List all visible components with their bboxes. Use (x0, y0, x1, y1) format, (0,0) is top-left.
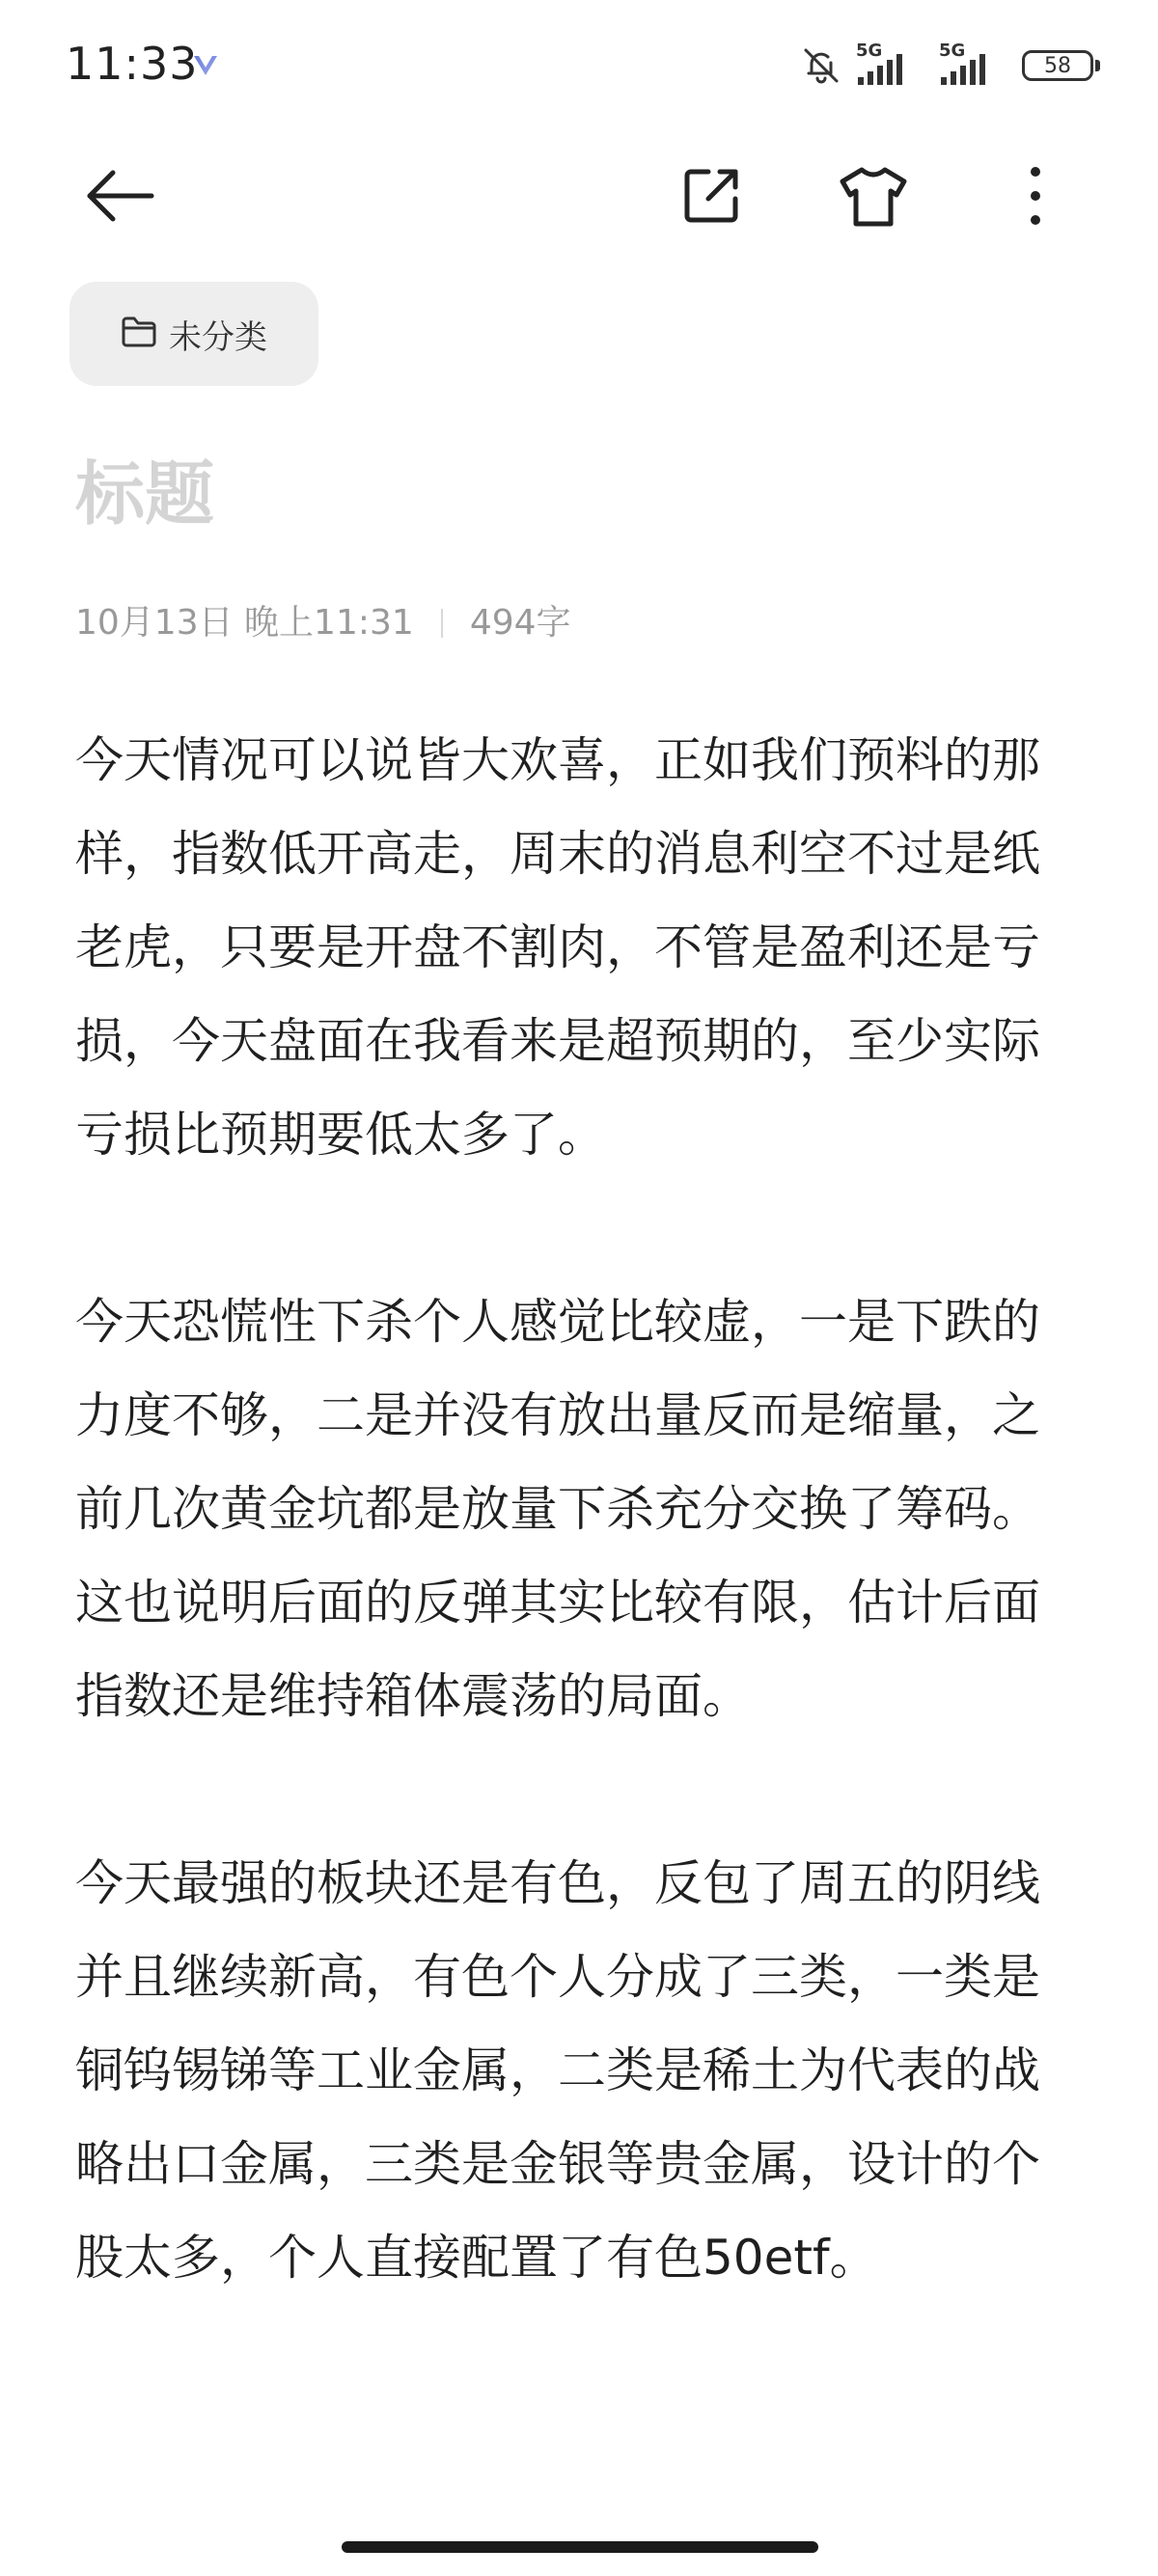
status-time: 11:33 (66, 38, 199, 90)
status-indicators (800, 39, 1100, 93)
note-paragraph[interactable]: 今天情况可以说皆大欢喜，正如我们预料的那样，指数低开高走，周末的消息利空不过是纸老虎，只要是开盘不割肉，不管是盈利还是亏损，今天盘面在我看来是超预期的，至少实际亏损比预期要低太多了。 (75, 732, 1040, 1163)
v-logo-icon (191, 50, 220, 79)
sim1-network-label: 5G (856, 41, 883, 61)
share-button[interactable] (668, 154, 755, 241)
home-indicator[interactable] (342, 2541, 818, 2553)
back-button[interactable] (77, 154, 164, 241)
note-body-editor[interactable] (75, 714, 1056, 2305)
note-date: 10月13日 晚上11:31 (75, 603, 414, 643)
status-bar (0, 0, 1158, 135)
more-vertical-icon (1026, 164, 1045, 232)
sim2-network-label: 5G (939, 41, 966, 61)
category-chip[interactable] (69, 282, 318, 386)
note-paragraph[interactable]: 今天最强的板块还是有色，反包了周五的阴线并且继续新高，有色个人分成了三类，一类是铜钨锡锑等工业金属，二类是稀土为代表的战略出口金属，三类是金银等贵金属，设计的个股太多，个人直接配置了有色50etf。 (75, 1855, 1040, 2286)
note-meta (75, 596, 571, 650)
note-title-input[interactable]: 标题 (75, 453, 215, 534)
tshirt-icon (839, 164, 908, 232)
word-count: 494字 (469, 603, 571, 643)
category-label: 未分类 (169, 317, 267, 357)
arrow-left-icon (82, 167, 159, 229)
note-paragraph[interactable]: 今天恐慌性下杀个人感觉比较虚，一是下跌的力度不够，二是并没有放出量反而是缩量，之前几次黄金坑都是放量下杀充分交换了筹码。这也说明后面的反弹其实比较有限，估计后面指数还是维持箱体震荡的局面。 (75, 1294, 1040, 1724)
battery-level: 58 (1022, 50, 1093, 81)
battery-tip (1095, 60, 1100, 71)
battery-icon (1022, 50, 1100, 81)
signal-sim2-icon (939, 41, 1008, 87)
meta-divider (441, 609, 443, 638)
folder-icon (121, 315, 157, 352)
signal-sim1-icon (856, 41, 925, 87)
bell-off-icon (800, 44, 842, 87)
more-options-button[interactable] (992, 154, 1079, 241)
external-link-icon (679, 164, 743, 232)
theme-button[interactable] (830, 154, 917, 241)
